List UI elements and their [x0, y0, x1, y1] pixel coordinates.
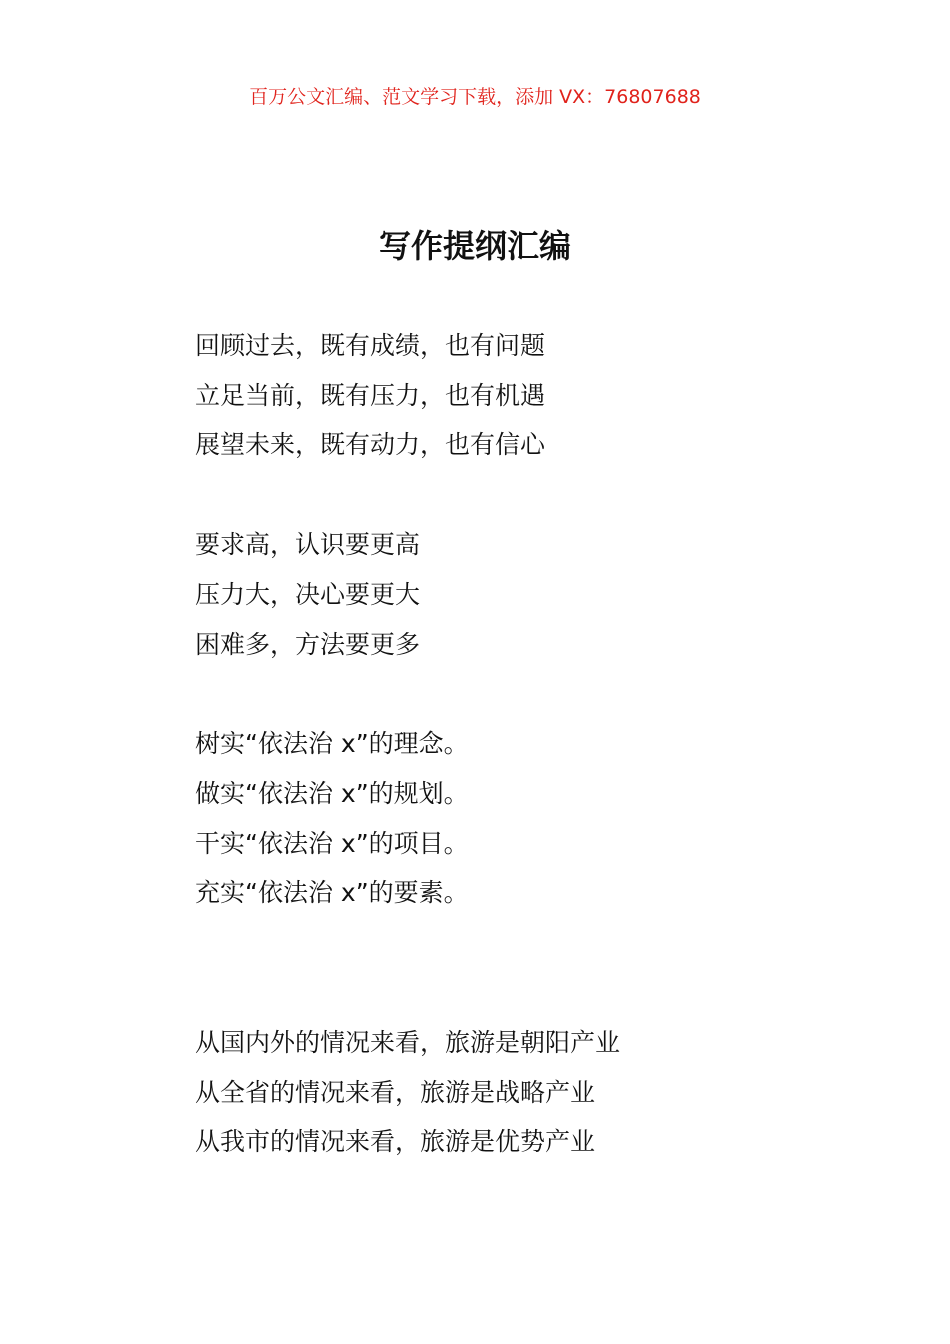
- text-line: 干实“依法治 x”的项目。: [195, 829, 469, 858]
- text-line: 立足当前，既有压力，也有机遇: [195, 381, 546, 410]
- text-line: 回顾过去，既有成绩，也有问题: [195, 331, 546, 360]
- text-line: 要求高，认识要更高: [195, 530, 421, 559]
- text-line: 充实“依法治 x”的要素。: [195, 878, 469, 907]
- text-line: 困难多，方法要更多: [195, 630, 421, 659]
- text-line: 展望未来，既有动力，也有信心: [195, 430, 546, 459]
- text-line: 树实“依法治 x”的理念。: [195, 729, 469, 758]
- text-line: 压力大，决心要更大: [195, 580, 421, 609]
- header-note: 百万公文汇编、范文学习下载，添加 VX：76807688: [249, 86, 701, 108]
- text-line: 从我市的情况来看，旅游是优势产业: [195, 1127, 596, 1156]
- text-line: 从全省的情况来看，旅游是战略产业: [195, 1078, 596, 1107]
- text-line: 做实“依法治 x”的规划。: [195, 779, 469, 808]
- text-line: 从国内外的情况来看，旅游是朝阳产业: [195, 1028, 621, 1057]
- document-title: 写作提纲汇编: [378, 227, 571, 265]
